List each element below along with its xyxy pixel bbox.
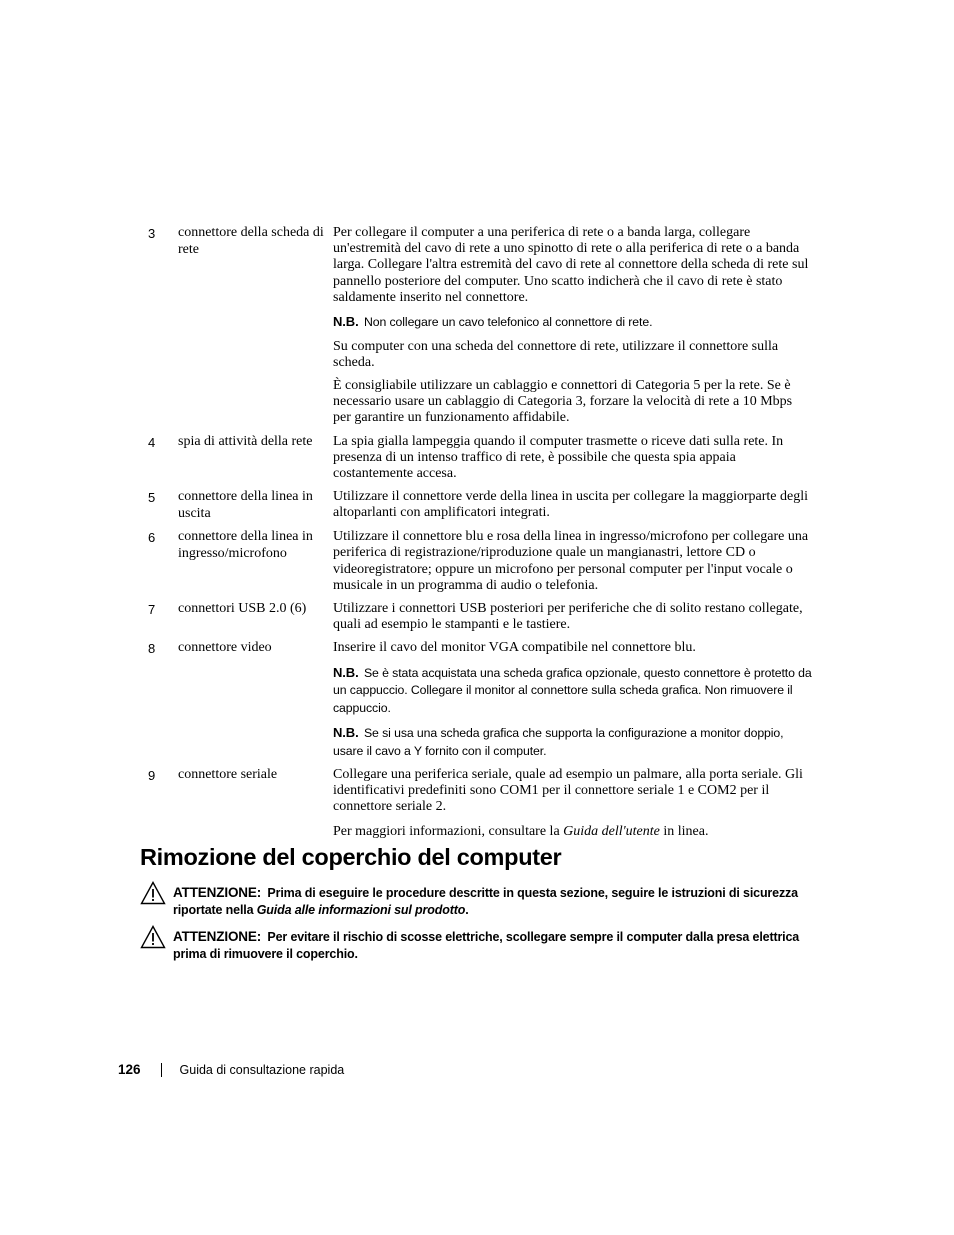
connector-description — [333, 767, 813, 816]
note: N.B. Se è stata acquistata una scheda grafica opzionale, questo connettore è protetto da un cappuccio. Collegare il monitor al connettore sulla scheda grafica. Non rimuovere il cappuccio. — [333, 664, 812, 715]
row-number: 4 — [148, 434, 156, 450]
page-number: 126 — [118, 1062, 141, 1077]
warning-triangle-icon — [140, 881, 166, 905]
connector-name: connettore video — [178, 640, 272, 656]
description-paragraph: È consigliabile utilizzare un cablaggio e connettori di Categoria 5 per la rete. Se è necessario usare un cablaggio di Categoria 3, forzare la velocità di rete a 10 Mbps per garantire un funzionamento affidabile. — [333, 377, 793, 426]
connector-description — [333, 529, 813, 594]
more-info-paragraph: Per maggiori informazioni, consultare la Guida dell'utente in linea. — [333, 823, 709, 839]
row-number: 9 — [148, 768, 156, 784]
note-lead: N.B. — [333, 664, 359, 680]
page-footer — [118, 1062, 344, 1077]
caution-notice — [140, 884, 810, 919]
table-row — [148, 767, 818, 816]
caution-lead: ATTENZIONE: — [173, 929, 262, 944]
connector-name: connettore seriale — [178, 767, 278, 783]
document-title: Guida di consultazione rapida — [179, 1062, 345, 1077]
row-number: 6 — [148, 530, 156, 546]
note-lead: N.B. — [333, 725, 359, 741]
note: N.B. Se si usa una scheda grafica che supporta la configurazione a monitor doppio, usare il cavo a Y fornito con il computer. — [333, 725, 784, 758]
connector-name: connettore della scheda di rete — [178, 225, 324, 257]
row-number: 8 — [148, 641, 156, 657]
connector-name: connettore della linea in ingresso/microfono — [178, 529, 313, 561]
description-paragraph: Utilizzare il connettore blu e rosa della linea in ingresso/microfono per collegare una periferica di registrazione/riproduzione quale un mangianastri, lettore CD o videoregistratore; oppure un microfono per personal computer per l'input vocale o musicale in un programma di audio o telefonia. — [333, 529, 809, 593]
table-row — [148, 489, 818, 522]
connector-table — [148, 225, 818, 840]
product-info-guide-reference: Guida alle informazioni sul prodotto — [256, 903, 466, 917]
connector-description — [333, 225, 813, 427]
table-row — [148, 225, 818, 427]
caution-lead: ATTENZIONE: — [173, 885, 262, 900]
caution-text: ATTENZIONE: Per evitare il rischio di scosse elettriche, scollegare sempre il computer dalla presa elettrica prima di rimuovere il coperchio. — [173, 929, 800, 961]
description-paragraph: Utilizzare il connettore verde della linea in uscita per collegare la maggiorparte degli altoparlanti con amplificatori integrati. — [333, 489, 809, 521]
connector-description — [333, 601, 813, 633]
connector-name: connettori USB 2.0 (6) — [178, 600, 307, 616]
description-paragraph: Utilizzare i connettori USB posteriori per periferiche che di solito restano collegate, quali ad esempio le stampanti e le tastiere. — [333, 600, 803, 633]
description-paragraph: La spia gialla lampeggia quando il computer trasmette o riceve dati sulla rete. In presenza di un intenso traffico di rete, è possibile che questa spia appaia costantemente accesa. — [333, 433, 784, 481]
user-guide-reference: Guida dell'utente — [563, 823, 660, 839]
table-row — [148, 434, 818, 483]
connector-description — [333, 489, 813, 521]
connector-description — [333, 434, 813, 483]
description-paragraph: Per collegare il computer a una periferica di rete o a banda larga, collegare un'estremità del cavo di rete a uno spinotto di rete o alla periferica di rete o a banda larga. Collegare l'altra estremità del cavo di rete al connettore della scheda di rete sul pannello posteriore del computer. Uno scatto indicherà che il cavo di rete è stato saldamente inserito nel connettore. — [333, 225, 809, 305]
warning-triangle-icon — [140, 925, 166, 949]
connector-description — [333, 640, 813, 760]
note: N.B. Non collegare un cavo telefonico al connettore di rete. — [333, 314, 653, 330]
connector-name: spia di attività della rete — [178, 433, 313, 449]
section-title: Rimozione del coperchio del computer — [140, 844, 562, 870]
description-paragraph: Inserire il cavo del monitor VGA compatibile nel connettore blu. — [333, 640, 696, 656]
footer-divider — [161, 1063, 162, 1077]
row-number: 3 — [148, 226, 156, 241]
caution-text: ATTENZIONE: Prima di eseguire le procedure descritte in questa sezione, seguire le istruzioni di sicurezza riportate nella Guida alle informazioni sul prodotto. — [173, 885, 798, 917]
table-row — [148, 529, 818, 594]
description-paragraph: Su computer con una scheda del connettore di rete, utilizzare il connettore sulla scheda. — [333, 338, 779, 370]
row-number: 5 — [148, 490, 156, 506]
note-lead: N.B. — [333, 314, 359, 330]
connector-name: connettore della linea in uscita — [178, 489, 313, 521]
caution-notice — [140, 928, 810, 963]
row-number: 7 — [148, 601, 156, 617]
description-paragraph: Collegare una periferica seriale, quale ad esempio un palmare, alla porta seriale. Gli identificativi predefiniti sono COM1 per il connettore seriale 1 e COM2 per il connettore seriale 2. — [333, 767, 803, 815]
table-row — [148, 640, 818, 760]
table-row — [148, 601, 818, 633]
